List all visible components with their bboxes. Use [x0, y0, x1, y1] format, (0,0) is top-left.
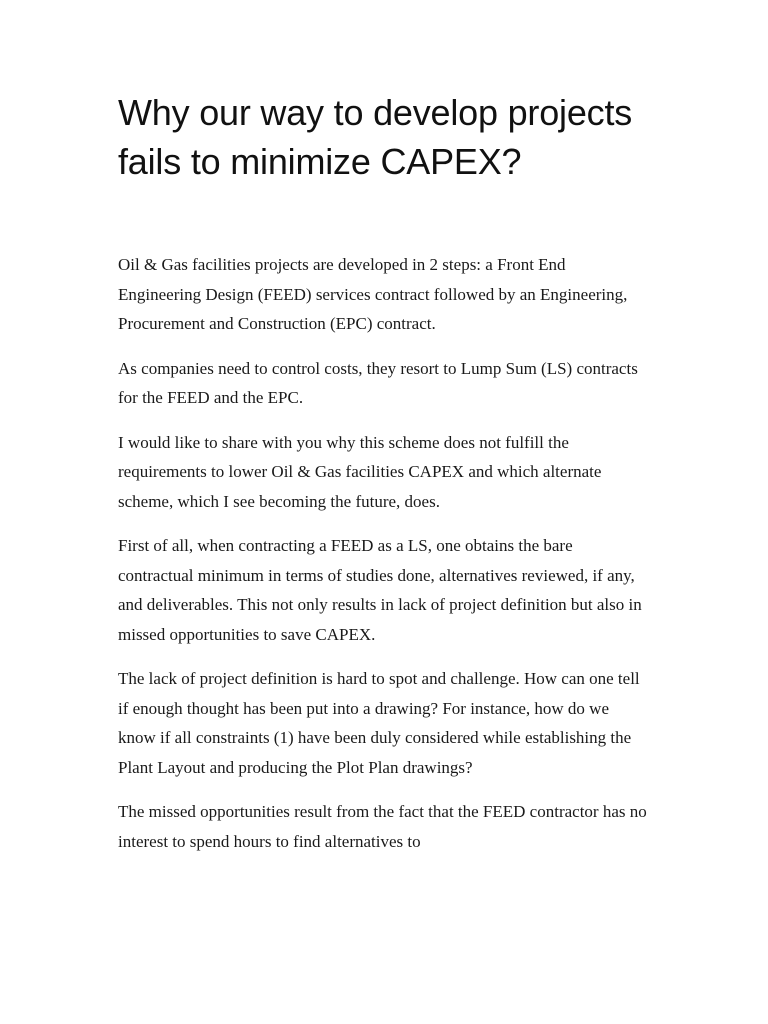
paragraph-first-of-all: First of all, when contracting a FEED as a LS, one obtains the bare contractual minimum in terms of studies done, alternatives reviewed, if any, and deliverables. This not only results in lack of project definition but also in missed opportunities to save CAPEX. — [118, 536, 642, 644]
paragraph-share: I would like to share with you why this scheme does not fulfill the requirements to lower Oil & Gas facilities CAPEX and which alternate scheme, which I see becoming the future, does. — [118, 432, 602, 511]
paragraph-intro: Oil & Gas facilities projects are developed in 2 steps: a Front End Engineering Design (FEED) services contract followed by an Engineering, Procurement and Construction (EPC) contract. — [118, 255, 628, 333]
paragraph-cost-control: As companies need to control costs, they resort to Lump Sum (LS) contracts for the FEED and the EPC. — [118, 358, 638, 407]
paragraph-lack-of-definition: The lack of project definition is hard to spot and challenge. How can one tell if enough thought has been put into a drawing? For instance, how do we know if all constraints (1) have been duly considered while establishing the Plant Layout and producing the Plot Plan drawings? — [118, 669, 640, 777]
article-title: Why our way to develop projects fails to minimize CAPEX? — [118, 92, 633, 182]
article — [118, 88, 648, 871]
paragraph-missed-opportunities: The missed opportunities result from the fact that the FEED contractor has no interest to spend hours to find alternatives to — [118, 802, 647, 851]
